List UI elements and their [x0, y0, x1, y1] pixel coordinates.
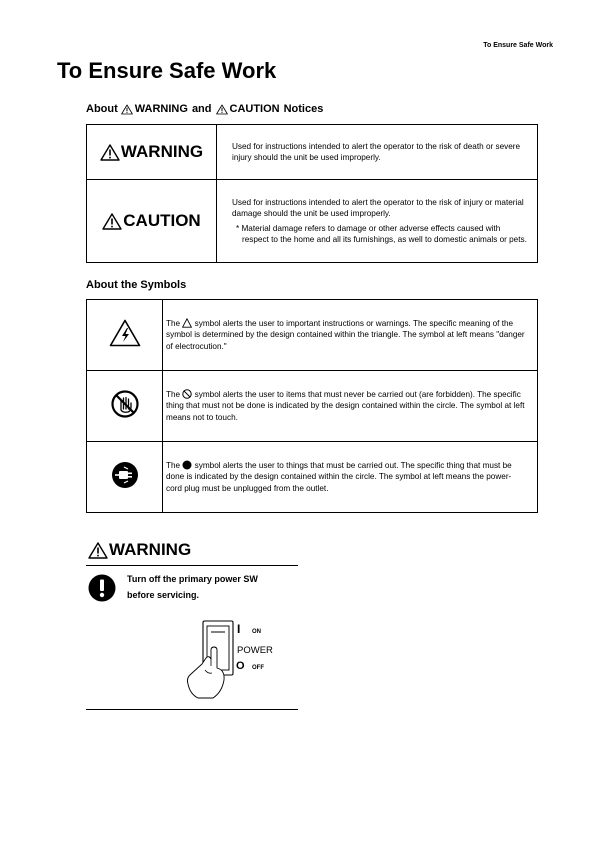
- notices-title-warning: WARNING: [134, 103, 188, 115]
- symbols-section-title: About the Symbols: [86, 279, 187, 291]
- symbol-icon-cell: [87, 371, 163, 442]
- notice-description: Used for instructions intended to alert the operator to the risk of injury or material damage should the unit be used improperly.: [232, 197, 524, 218]
- symbol-row: [87, 371, 538, 442]
- notice-label: WARNING: [120, 142, 204, 161]
- caution-triangle-icon: [216, 104, 228, 115]
- notice-row-warning: [87, 125, 538, 180]
- instruction-text: [127, 572, 258, 603]
- symbol-text-after: symbol alerts the user to things that must be carried out. The specific thing that must be done is indicated by the design contained within the circle. The symbol at left means the power-cord plug must be unplugged from the outlet.: [166, 460, 512, 493]
- symbol-text-before: The: [166, 460, 181, 470]
- symbol-icon-cell: [87, 442, 163, 513]
- running-header: To Ensure Safe Work: [483, 42, 553, 49]
- notices-title-prefix: About: [86, 103, 118, 115]
- page-title: To Ensure Safe Work: [57, 58, 277, 83]
- notices-title-caution: CAUTION: [229, 103, 280, 115]
- notices-table: [86, 124, 538, 263]
- symbol-description-cell: [163, 371, 538, 442]
- notice-note: * Material damage refers to damage or other adverse effects caused with respect to the home and all its furnishings, as well to domestic animals or pets.: [236, 223, 527, 244]
- warning-triangle-icon: [88, 542, 108, 559]
- symbol-text-after: symbol alerts the user to important instructions or warnings. The specific meaning of the symbol is determined by the design contained within the triangle. The symbol at left means "danger of electrocution.": [166, 318, 525, 351]
- warning-heading-text: WARNING: [109, 540, 192, 559]
- mandatory-action-icon: [182, 460, 192, 470]
- notices-title-suffix: Notices: [283, 103, 324, 115]
- do-not-touch-icon: [110, 389, 140, 419]
- notice-description: Used for instructions intended to alert the operator to the risk of death or severe injury should the unit be used improperly.: [232, 141, 521, 162]
- symbol-text-before: The: [166, 389, 181, 399]
- notice-description-cell: [217, 180, 538, 263]
- switch-off-label: OFF: [252, 665, 264, 671]
- warning-heading: [88, 540, 191, 560]
- symbol-description-cell: [163, 300, 538, 371]
- electrocution-warning-icon: [109, 319, 141, 347]
- instruction-line-1: Turn off the primary power SW: [127, 574, 258, 584]
- switch-on-label: ON: [252, 629, 261, 635]
- symbol-text-before: The: [166, 318, 181, 328]
- notices-section-title: [86, 103, 323, 115]
- notice-row-caution: [87, 180, 538, 263]
- notice-label-cell: [87, 125, 217, 180]
- notice-label-cell: [87, 180, 217, 263]
- exclamation-mandatory-icon: [88, 574, 116, 602]
- notices-title-and: and: [191, 103, 212, 115]
- power-switch-illustration: [180, 618, 280, 700]
- symbol-row: [87, 300, 538, 371]
- warning-triangle-icon: [121, 104, 133, 115]
- prohibition-icon: [182, 389, 192, 399]
- warning-triangle-icon: [100, 144, 120, 161]
- instruction-line-2: before servicing.: [127, 589, 200, 600]
- symbol-text-after: symbol alerts the user to items that must never be carried out (are forbidden). The specific thing that must not be done is indicated by the design contained within the circle. The symbol at left means not to touch.: [166, 389, 525, 422]
- symbols-table: [86, 299, 538, 513]
- caution-triangle-icon: [182, 318, 192, 328]
- divider-bottom: [86, 709, 298, 710]
- notice-description-cell: [217, 125, 538, 180]
- notice-label: CAUTION: [123, 211, 201, 230]
- unplug-power-cord-icon: [110, 460, 140, 490]
- divider-top: [86, 565, 298, 566]
- switch-name-label: POWER: [237, 645, 273, 656]
- symbol-description-cell: [163, 442, 538, 513]
- switch-on-mark: I: [237, 622, 241, 636]
- symbol-row: [87, 442, 538, 513]
- caution-triangle-icon: [102, 213, 122, 230]
- switch-off-mark: O: [236, 660, 245, 672]
- symbol-icon-cell: [87, 300, 163, 371]
